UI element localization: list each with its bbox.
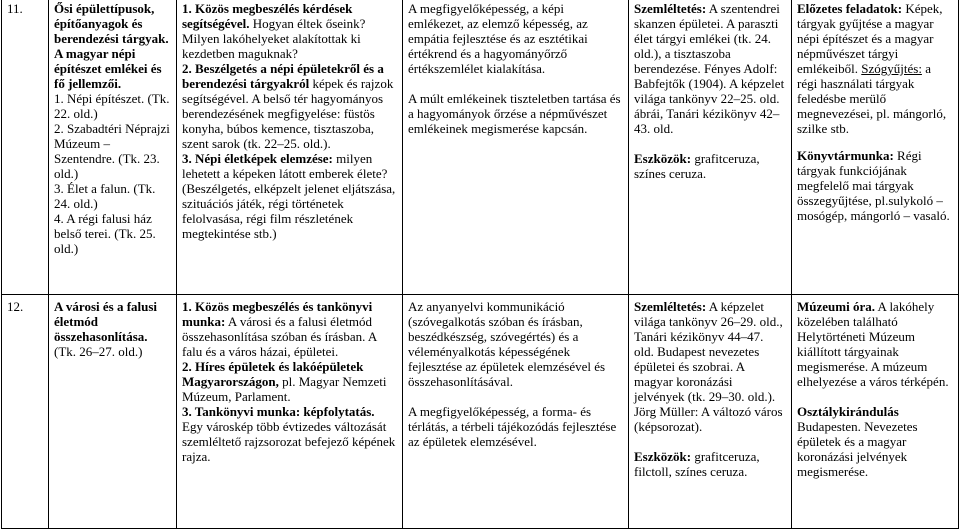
- goal-paragraph: A megfigyelőképesség, a képi emlékezet, az elemző képesség, az empátia fejlesztése és az esztétikai értékrend és a hagyományőrző értékszemlélet kialakítása.: [408, 1, 588, 76]
- tools-label: Eszközök:: [634, 449, 692, 464]
- activity-text: Hogyan éltek őseink? Milyen lakóhelyeket alakítottak ki kezdetben maguknak?: [182, 16, 366, 61]
- topic-item: 2. Szabadtéri Néprajzi Múzeum – Szentendre. (Tk. 23. old.): [54, 121, 170, 181]
- tools-text: grafitceruza, filctoll, színes ceruza.: [634, 449, 760, 479]
- lesson-plan-table: [1, 0, 959, 529]
- activity: [182, 359, 397, 404]
- tools-text: grafitceruza, színes ceruza.: [634, 151, 760, 181]
- activity-text: A városi és a falusi életmód összehasonlítása szóban és írásban. A falu és a város házai, épületei.: [182, 314, 377, 359]
- topic-cell: [49, 0, 177, 295]
- notes-heading: Könyvtármunka:: [797, 148, 894, 163]
- notes-heading: Osztálykirándulás: [797, 404, 899, 419]
- aids-cell: [629, 0, 792, 295]
- aids-paragraph: [634, 1, 786, 136]
- activity-text: pl. Magyar Nemzeti Múzeum, Parlament.: [182, 374, 387, 404]
- notes-text: a régi használati tárgyak feledésbe merülő megnevezései, pl. mángorló, szilke stb.: [797, 61, 947, 136]
- topic-item: (Tk. 26–27. old.): [54, 344, 143, 359]
- activity: [182, 404, 397, 464]
- lesson-row: [2, 0, 959, 295]
- aids-label: Szemléltetés:: [634, 1, 707, 16]
- notes-underlined-label: Szógyűjtés:: [861, 61, 922, 76]
- lesson-row: [2, 295, 959, 529]
- tools-paragraph: [634, 449, 786, 479]
- notes-text: Képek, tárgyak gyűjtése a magyar népi építészet és a magyar népművészet tárgyi emlékeiből.: [797, 1, 943, 76]
- tools-label: Eszközök:: [634, 151, 692, 166]
- topic-cell: [49, 295, 177, 529]
- notes-heading: Múzeumi óra.: [797, 299, 875, 314]
- activity: [182, 61, 397, 151]
- aids-text: A képzelet világa tankönyv 26–29. old., Tanári kézikönyv 44–47. old. Budapest nevezetes épületei és szobrai. A magyar koronázási jelvények (tk. 29–30. old.). Jörg Müller: A változó város (képsorozat).: [634, 299, 783, 434]
- lesson-number: 11.: [2, 0, 49, 295]
- notes-text: A lakóhely közelében található Helytörténeti Múzeum kiállított tárgyainak megismerése. A múzeum elhelyezése a város térképén.: [797, 299, 949, 389]
- aids-paragraph: [634, 299, 786, 434]
- notes-text: Régi tárgyak funkciójának megfelelő mai tárgyak összegyűjtése, pl.sulykoló – mosógép, mángorló – vasaló.: [797, 148, 950, 223]
- activity-text: Egy városkép több évtizedes változását szemléltető rajzsorozat befejező képének rajza.: [182, 419, 396, 464]
- notes-paragraph: [797, 299, 953, 389]
- topic-item: 1. Népi építészet. (Tk. 22. old.): [54, 91, 170, 121]
- goal-paragraph: A múlt emlékeinek tiszteletben tartása és a hagyományok őrzése a népművészet emlékeinek megismerése kapcsán.: [408, 91, 621, 136]
- aids-cell: [629, 295, 792, 529]
- notes-cell: [792, 295, 959, 529]
- topic-title: Ősi épülettípusok, építőanyagok és berendezési tárgyak. A magyar népi építészet emlékei és fő jellemzői.: [54, 1, 169, 91]
- activity-heading: 2. Híres épületek és lakóépületek Magyarországon,: [182, 359, 364, 389]
- goal-paragraph: Az anyanyelvi kommunikáció (szóvegalkotás szóban és írásban, beszédkészség, szóvegértés) és a véleményalkotás képességének fejlesztése az épületek elemzésével és összehasonlításával.: [408, 299, 606, 389]
- goals-cell: [403, 295, 629, 529]
- lesson-number: 12.: [2, 295, 49, 529]
- topic-item: 4. A régi falusi ház belső terei. (Tk. 25. old.): [54, 211, 156, 256]
- notes-heading: Előzetes feladatok:: [797, 1, 903, 16]
- goal-paragraph: A megfigyelőképesség, a forma- és térlátás, a térbeli tájékozódás fejlesztése az épületek elemzésével.: [408, 404, 617, 449]
- activity: [182, 299, 397, 359]
- activity-text: milyen lehetett a képeken látott emberek élete? (Beszélgetés, elképzelt jelenet eljátszása, szituációs játék, régi történetek felolvasása, régi film részletének megtekintése stb.): [182, 151, 396, 241]
- tools-paragraph: [634, 151, 786, 181]
- topic-title: A városi és a falusi életmód összehasonlítása.: [54, 299, 158, 344]
- notes-paragraph: [797, 404, 953, 479]
- topic-item: 3. Élet a falun. (Tk. 24. old.): [54, 181, 156, 211]
- notes-paragraph: [797, 148, 953, 223]
- aids-label: Szemléltetés:: [634, 299, 707, 314]
- notes-cell: [792, 0, 959, 295]
- goals-cell: [403, 0, 629, 295]
- activity-heading: 2. Beszélgetés a népi épületekről és a berendezési tárgyakról: [182, 61, 384, 91]
- notes-paragraph: [797, 1, 953, 136]
- activity: [182, 1, 397, 61]
- activity: [182, 151, 397, 241]
- activity-heading: 1. Közös megbeszélés és tankönyvi munka:: [182, 299, 373, 329]
- aids-text: A szentendrei skanzen épületei. A paraszti élet tárgyi emlékei (tk. 24. old.), a tisztaszoba berendezése. Fényes Adolf: Babfejtők (1904). A képzelet világa tankönyv 22–25. old. ábrái, Tanári kézikönyv 42–43. old.: [634, 1, 785, 136]
- notes-text: Budapesten. Nevezetes épületek és a magyar koronázási jelvények megismerése.: [797, 419, 918, 479]
- activity-text: képek és rajzok segítségével. A belső tér hagyományos berendezésének megfigyelése: füstös konyha, búbos kemence, tisztaszoba, szent sarok (tk. 22–25. old.).: [182, 76, 394, 151]
- activity-heading: 3. Népi életképek elemzése:: [182, 151, 333, 166]
- activities-cell: [177, 0, 403, 295]
- activities-cell: [177, 295, 403, 529]
- activity-heading: 1. Közös megbeszélés kérdések segítségével.: [182, 1, 353, 31]
- activity-heading: 3. Tankönyvi munka: képfolytatás.: [182, 404, 375, 419]
